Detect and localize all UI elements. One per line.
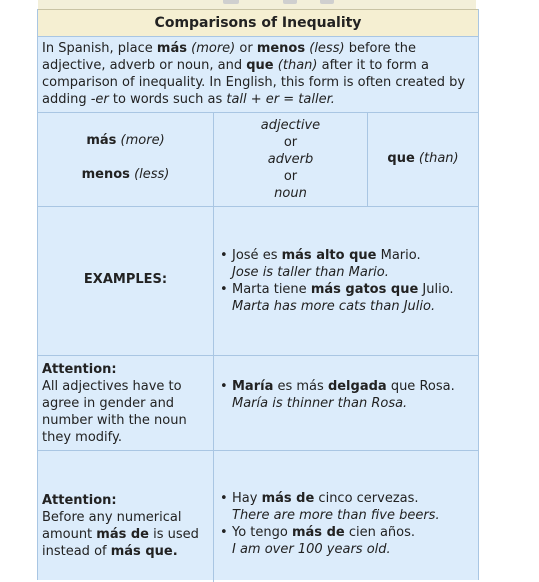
row-divider: [38, 355, 478, 356]
toolbar-glyph-icon: [283, 0, 297, 4]
menos-cell: menos (less): [81, 167, 170, 182]
intro-paragraph: In Spanish, place más (more) or menos (less) before the adjective, adverb or noun, and que (than) after it to form a comparison of inequality. In English, this form is often created by adding -er to words such as tall + er = taller.: [42, 41, 466, 107]
que-cell: que (than): [387, 151, 459, 166]
row-divider: [38, 206, 478, 207]
table-title: Comparisons of Inequality: [38, 9, 478, 37]
list-item: • Marta tiene más gatos que Julio. Marta has more cats than Julio.: [218, 281, 476, 315]
examples-list: [218, 247, 476, 315]
numbers-example-list: [218, 490, 476, 558]
attention-example-list: [218, 378, 476, 412]
list-item: • Hay más de cinco cervezas. There are more than five beers.: [218, 490, 476, 524]
top-strip: [38, 0, 476, 9]
toolbar-glyph-icon: [223, 0, 239, 4]
attention-note-gender: Attention: All adjectives have to agree in gender and number with the noun they modify.: [42, 362, 187, 445]
list-item: • Yo tengo más de cien años. I am over 100 years old.: [218, 524, 476, 558]
row-divider: [38, 112, 478, 113]
mas-cell: más (more): [86, 133, 165, 148]
toolbar-glyph-icon: [320, 0, 334, 4]
grammar-table: [37, 9, 479, 580]
list-item: • José es más alto que Mario. Jose is taller than Mario.: [218, 247, 476, 281]
attention-note-numbers: Attention: Before any numerical amount más de is used instead of más que.: [42, 493, 199, 559]
row-divider: [38, 450, 478, 451]
list-item: • María es más delgada que Rosa. María is thinner than Rosa.: [218, 378, 476, 412]
middle-cell: adjective or adverb or noun: [260, 118, 321, 201]
examples-label: EXAMPLES:: [83, 272, 168, 287]
